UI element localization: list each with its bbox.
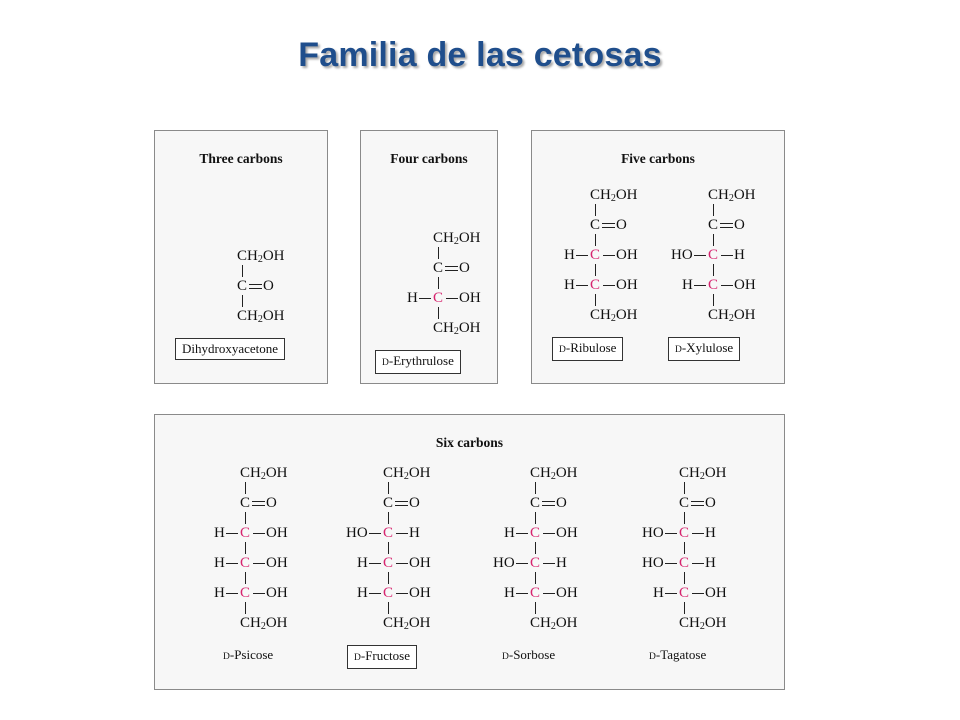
configuration-prefix: D <box>675 345 682 355</box>
hydroxyl: HO <box>671 247 693 263</box>
hydroxyl: OH <box>616 277 638 293</box>
carbonyl-oxygen: O <box>734 217 745 233</box>
single-bond <box>396 563 408 564</box>
structure-row <box>482 553 622 573</box>
hydrogen: H <box>357 555 368 571</box>
molecule-ribulose <box>540 185 652 375</box>
structure-row <box>629 613 769 633</box>
double-bond <box>542 501 555 506</box>
hydrogen: H <box>556 555 567 571</box>
configuration-prefix: D <box>559 345 566 355</box>
panel-title: Six carbons <box>435 435 504 450</box>
single-bond <box>253 533 265 534</box>
panel-title: Three carbons <box>199 151 283 166</box>
single-bond <box>694 285 706 286</box>
single-bond <box>396 533 408 534</box>
single-bond <box>516 533 528 534</box>
molecule-name-text: -Erythrulose <box>388 353 454 368</box>
structure-row <box>629 553 769 573</box>
molecule-name <box>175 338 285 360</box>
panel-five-carbons <box>531 130 785 384</box>
hydrogen: H <box>214 585 225 601</box>
structure-row <box>652 185 772 205</box>
hydroxyl: OH <box>409 555 431 571</box>
structure-row <box>375 288 495 308</box>
single-bond <box>419 298 431 299</box>
ch2oh-group: $CH_2OH$ <box>708 307 756 324</box>
structure-row <box>652 275 772 295</box>
single-bond <box>446 298 458 299</box>
single-bond <box>369 533 381 534</box>
structure-row <box>482 613 622 633</box>
structure-row <box>629 463 769 483</box>
hydroxyl: OH <box>459 290 481 306</box>
structure-row <box>175 306 315 326</box>
panel-title: Five carbons <box>621 151 695 166</box>
chiral-carbon: C <box>708 247 719 263</box>
molecule-fructose <box>335 463 475 685</box>
structure-row <box>540 305 652 325</box>
hydroxyl: OH <box>409 585 431 601</box>
structure-row <box>482 493 622 513</box>
structure-row <box>540 215 652 235</box>
structure-row <box>189 613 329 633</box>
structure-row <box>335 553 475 573</box>
structure-row <box>335 493 475 513</box>
single-bond <box>543 563 555 564</box>
hydroxyl: OH <box>266 585 288 601</box>
carbonyl-carbon: C <box>237 278 248 294</box>
carbonyl-carbon: C <box>383 495 394 511</box>
single-bond <box>665 533 677 534</box>
chiral-carbon: C <box>240 585 251 601</box>
chiral-carbon: C <box>240 525 251 541</box>
structure-row <box>482 463 622 483</box>
carbonyl-oxygen: O <box>409 495 420 511</box>
hydrogen: H <box>357 585 368 601</box>
ch2oh-group: $CH_2OH$ <box>530 615 578 632</box>
chiral-carbon: C <box>240 555 251 571</box>
molecule-name <box>552 337 623 361</box>
single-bond <box>576 285 588 286</box>
hydroxyl: HO <box>493 555 515 571</box>
carbonyl-carbon: C <box>590 217 601 233</box>
double-bond <box>602 223 615 228</box>
hydrogen: H <box>705 525 716 541</box>
carbonyl-oxygen: O <box>266 495 277 511</box>
double-bond <box>395 501 408 506</box>
single-bond <box>543 533 555 534</box>
ch2oh-group: $CH_2OH$ <box>530 465 578 482</box>
single-bond <box>694 255 706 256</box>
single-bond <box>396 593 408 594</box>
ch2oh-group: $CH_2OH$ <box>590 307 638 324</box>
carbonyl-oxygen: O <box>616 217 627 233</box>
single-bond <box>369 563 381 564</box>
hydrogen: H <box>409 525 420 541</box>
configuration-prefix: D <box>382 358 389 368</box>
single-bond <box>516 563 528 564</box>
ch2oh-group: $CH_2OH$ <box>679 615 727 632</box>
structure-row <box>629 583 769 603</box>
hydroxyl: OH <box>266 555 288 571</box>
carbonyl-oxygen: O <box>705 495 716 511</box>
ch2oh-group: $CH_2OH$ <box>383 615 431 632</box>
single-bond <box>226 533 238 534</box>
structure-row <box>540 275 652 295</box>
molecule-name <box>643 645 712 667</box>
molecule-name <box>496 645 561 667</box>
single-bond <box>692 563 704 564</box>
panel-six-carbons <box>154 414 785 690</box>
structure-row <box>540 245 652 265</box>
single-bond <box>692 593 704 594</box>
chiral-carbon: C <box>590 277 601 293</box>
structure-row <box>482 523 622 543</box>
structure-row <box>189 463 329 483</box>
chiral-carbon: C <box>679 525 690 541</box>
structure-row <box>652 245 772 265</box>
molecule-name <box>375 350 461 374</box>
slide-title: Familia de las cetosas <box>298 36 662 74</box>
molecule-name-text: -Sorbose <box>508 647 556 662</box>
chiral-carbon: C <box>433 290 444 306</box>
chiral-carbon: C <box>590 247 601 263</box>
structure-row <box>629 523 769 543</box>
carbonyl-carbon: C <box>240 495 251 511</box>
single-bond <box>665 563 677 564</box>
chiral-carbon: C <box>530 585 541 601</box>
structure-row <box>375 318 495 338</box>
chiral-carbon: C <box>383 555 394 571</box>
single-bond <box>692 533 704 534</box>
structure-row <box>189 523 329 543</box>
single-bond <box>226 563 238 564</box>
hydrogen: H <box>682 277 693 293</box>
configuration-prefix: D <box>223 652 230 662</box>
configuration-prefix: D <box>354 653 361 663</box>
ch2oh-group: $CH_2OH$ <box>237 248 285 265</box>
molecule-name-text: Dihydroxyacetone <box>182 341 279 356</box>
single-bond <box>576 255 588 256</box>
hydrogen: H <box>407 290 418 306</box>
double-bond <box>249 284 262 289</box>
molecule-psicose <box>189 463 329 685</box>
single-bond <box>253 593 265 594</box>
carbonyl-carbon: C <box>708 217 719 233</box>
carbonyl-carbon: C <box>679 495 690 511</box>
carbonyl-oxygen: O <box>263 278 274 294</box>
carbonyl-carbon: C <box>530 495 541 511</box>
chiral-carbon: C <box>679 555 690 571</box>
chiral-carbon: C <box>530 525 541 541</box>
molecule-name-text: -Xylulose <box>681 340 734 355</box>
ch2oh-group: $CH_2OH$ <box>237 308 285 325</box>
single-bond <box>253 563 265 564</box>
single-bond <box>516 593 528 594</box>
hydroxyl: OH <box>734 277 756 293</box>
molecule-sorbose <box>482 463 622 685</box>
hydroxyl: OH <box>266 525 288 541</box>
structure-row <box>189 583 329 603</box>
structure-row <box>335 583 475 603</box>
panel-three-carbons <box>154 130 328 384</box>
structure-row <box>175 246 315 266</box>
carbonyl-carbon: C <box>433 260 444 276</box>
hydroxyl: OH <box>616 247 638 263</box>
structure-row <box>335 613 475 633</box>
ch2oh-group: $CH_2OH$ <box>240 615 288 632</box>
chiral-carbon: C <box>383 525 394 541</box>
panel-title: Four carbons <box>390 151 468 166</box>
structure-row <box>335 523 475 543</box>
hydrogen: H <box>734 247 745 263</box>
ch2oh-group: $CH_2OH$ <box>679 465 727 482</box>
single-bond <box>543 593 555 594</box>
configuration-prefix: D <box>502 652 509 662</box>
molecule-name <box>217 645 279 667</box>
structure-row <box>540 185 652 205</box>
structure-row <box>629 493 769 513</box>
carbonyl-oxygen: O <box>459 260 470 276</box>
hydroxyl: OH <box>556 525 578 541</box>
ch2oh-group: $CH_2OH$ <box>433 320 481 337</box>
single-bond <box>665 593 677 594</box>
structure-row <box>189 493 329 513</box>
hydroxyl: HO <box>642 525 664 541</box>
structure-row <box>375 258 495 278</box>
single-bond <box>603 255 615 256</box>
single-bond <box>369 593 381 594</box>
chiral-carbon: C <box>679 585 690 601</box>
hydrogen: H <box>653 585 664 601</box>
hydrogen: H <box>564 277 575 293</box>
hydrogen: H <box>504 525 515 541</box>
ch2oh-group: $CH_2OH$ <box>383 465 431 482</box>
molecule-name <box>347 645 417 669</box>
hydrogen: H <box>214 555 225 571</box>
single-bond <box>226 593 238 594</box>
structure-row <box>189 553 329 573</box>
double-bond <box>445 266 458 271</box>
ch2oh-group: $CH_2OH$ <box>240 465 288 482</box>
hydrogen: H <box>705 555 716 571</box>
ch2oh-group: $CH_2OH$ <box>433 230 481 247</box>
structure-row <box>175 276 315 296</box>
chiral-carbon: C <box>383 585 394 601</box>
structure-row <box>335 463 475 483</box>
molecule-name-text: -Fructose <box>360 648 410 663</box>
panel-four-carbons <box>360 130 498 384</box>
single-bond <box>721 255 733 256</box>
molecule-erythrulose <box>375 228 495 378</box>
chiral-carbon: C <box>708 277 719 293</box>
molecule-tagatose <box>629 463 769 685</box>
molecule-name-text: -Ribulose <box>565 340 617 355</box>
double-bond <box>691 501 704 506</box>
chiral-carbon: C <box>530 555 541 571</box>
carbonyl-oxygen: O <box>556 495 567 511</box>
structure-row <box>652 305 772 325</box>
molecule-name-text: -Psicose <box>229 647 274 662</box>
hydrogen: H <box>214 525 225 541</box>
hydrogen: H <box>564 247 575 263</box>
molecule-dihydroxyacetone <box>175 246 315 376</box>
single-bond <box>721 285 733 286</box>
ch2oh-group: $CH_2OH$ <box>708 187 756 204</box>
structure-row <box>375 228 495 248</box>
molecule-xylulose <box>652 185 772 375</box>
double-bond <box>720 223 733 228</box>
molecule-name-text: -Tagatose <box>655 647 707 662</box>
hydroxyl: HO <box>642 555 664 571</box>
structure-row <box>652 215 772 235</box>
hydrogen: H <box>504 585 515 601</box>
hydroxyl: OH <box>556 585 578 601</box>
structure-row <box>482 583 622 603</box>
molecule-name <box>668 337 740 361</box>
single-bond <box>603 285 615 286</box>
configuration-prefix: D <box>649 652 656 662</box>
double-bond <box>252 501 265 506</box>
ch2oh-group: $CH_2OH$ <box>590 187 638 204</box>
hydroxyl: HO <box>346 525 368 541</box>
hydroxyl: OH <box>705 585 727 601</box>
